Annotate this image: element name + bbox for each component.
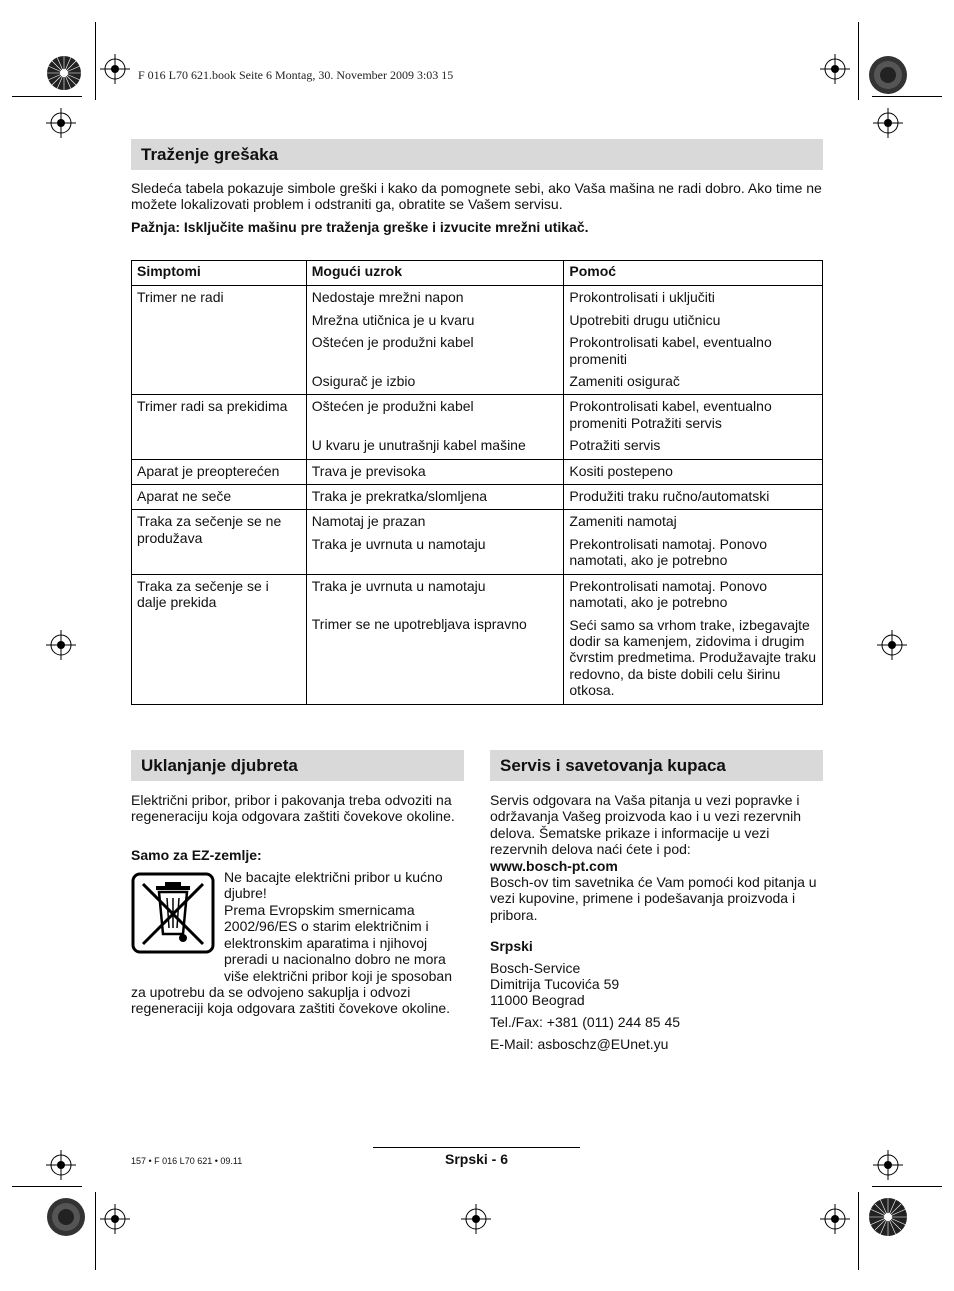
remedy-item: Zameniti namotaj (569, 513, 677, 530)
service-address-1: Bosch-Service (490, 960, 581, 976)
eu-heading: Samo za EZ-zemlje: (131, 847, 262, 863)
crop-line (872, 1186, 942, 1187)
table-row (132, 395, 823, 459)
table-row (132, 286, 823, 395)
eu-text-2: Prema Evropskim smernicama 2002/96/ES o starim električnim i elektronskim aparatima i njihovoj preradi u nacionalno dobro ne mora više električni pribor koji je sposoban za upotrebu da se odvojeno sakuplja i odvozi regeneraciji koja odgovara zaštiti čovekove okoline. (131, 902, 452, 1017)
crosshair-icon (46, 108, 76, 138)
crosshair-icon (461, 1204, 491, 1234)
remedy-item: Prekontrolisati namotaj. Ponovo namotati, ako je potrebno (569, 535, 768, 569)
footer-page-label: Srpski - 6 (444, 1151, 509, 1167)
cause-cell (306, 510, 564, 574)
remedy-item: Potražiti servis (569, 437, 661, 454)
symptom-cell: Traka za sečenje se i dalje prekida (132, 574, 307, 704)
file-info-header: F 016 L70 621.book Seite 6 Montag, 30. November 2009 3:03 15 (138, 68, 454, 82)
crosshair-icon (877, 630, 907, 660)
table-row (132, 459, 823, 484)
remedy-cell (564, 459, 823, 484)
remedy-cell (564, 395, 823, 459)
registration-wheel-icon (868, 1197, 908, 1237)
remedy-cell (564, 574, 823, 704)
eu-text-1: Ne bacajte električni pribor u kućno djubre! (224, 869, 443, 902)
cause-item: Traka je uvrnuta u namotaju (311, 577, 486, 594)
footer-rule (373, 1147, 580, 1148)
cause-item: Oštećen je produžni kabel (311, 398, 474, 415)
crosshair-icon (100, 54, 130, 84)
remedy-item: Upotrebiti drugu utičnicu (569, 311, 721, 328)
cause-item: Namotaj je prazan (311, 513, 426, 530)
remedy-item: Produžiti traku ručno/automatski (569, 488, 770, 505)
remedy-cell (564, 485, 823, 510)
cause-item: Traka je prekratka/slomljena (311, 488, 488, 505)
remedy-cell (564, 510, 823, 574)
service-address-2: Dimitrija Tucovića 59 (490, 976, 620, 992)
service-url[interactable]: www.bosch-pt.com (490, 858, 618, 874)
crop-line (858, 22, 859, 100)
footer-doc-code: 157 • F 016 L70 621 • 09.11 (131, 1156, 243, 1166)
cause-cell (306, 395, 564, 459)
service-country: Srpski (490, 938, 533, 954)
crosshair-icon (820, 54, 850, 84)
fault-table (131, 260, 823, 705)
troubleshooting-intro: Sledeća tabela pokazuje simbole greški i kako da pomognete sebi, ako Vaša mašina ne radi dobro. Ako time ne možete lokalizovati problem i odstraniti ga, obratite se Vašem servisu. (131, 180, 822, 213)
crop-line (12, 96, 82, 97)
service-phone: Tel./Fax: +381 (011) 244 85 45 (490, 1014, 681, 1030)
table-header-row (132, 261, 823, 286)
remedy-item: Zameniti osigurač (569, 373, 680, 390)
eu-text-2-wrapper (131, 902, 464, 1017)
cause-item: Osigurač je izbio (311, 372, 416, 389)
column-header: Simptomi (132, 261, 307, 286)
symptom-cell: Aparat ne seče (132, 485, 307, 510)
crop-line (858, 1192, 859, 1270)
crop-line (95, 1192, 96, 1270)
disposal-text: Električni pribor, pribor i pakovanja treba odvoziti na regeneraciju koja odgovara zaštiti čovekove okoline. (131, 792, 455, 825)
cause-item: Mrežna utičnica je u kvaru (311, 311, 475, 328)
remedy-item: Prekontrolisati namotaj. Ponovo namotati, ako je potrebno (569, 577, 768, 611)
registration-dot-icon (46, 1197, 86, 1237)
registration-wheel-icon (46, 55, 82, 91)
column-header: Mogući uzrok (306, 261, 564, 286)
remedy-item: Prokontrolisati i uključiti (569, 289, 715, 306)
float-spacer (131, 902, 224, 968)
cause-item: Nedostaje mrežni napon (311, 289, 464, 306)
crop-line (95, 22, 96, 100)
cause-cell (306, 485, 564, 510)
symptom-cell: Trimer ne radi (132, 286, 307, 395)
remedy-item: Kositi postepeno (569, 462, 673, 479)
symptom-cell: Traka za sečenje se ne produžava (132, 510, 307, 574)
table-row (132, 574, 823, 704)
crosshair-icon (46, 630, 76, 660)
symptom-cell: Trimer radi sa prekidima (132, 395, 307, 459)
symptom-cell: Aparat je preopterećen (132, 459, 307, 484)
remedy-item: Prokontrolisati kabel, eventualno promeniti Potražiti servis (569, 398, 772, 431)
service-text-2: Bosch-ov tim savetnika će Vam pomoći kod pitanja u vezi kupovine, primene i podešavanja proizvoda i pribora. (490, 874, 817, 923)
cause-cell (306, 459, 564, 484)
crop-line (12, 1186, 82, 1187)
remedy-item: Prokontrolisati kabel, eventualno promeniti (569, 334, 772, 367)
troubleshooting-warning: Pažnja: Isključite mašinu pre traženja greške i izvucite mrežni utikač. (131, 219, 589, 235)
cause-item: Trava je previsoka (311, 462, 426, 479)
service-heading: Servis i savetovanja kupaca (490, 750, 823, 781)
table-row (132, 510, 823, 574)
remedy-item: Seći samo sa vrhom trake, izbegavajte dodir sa kamenjem, zidovima i drugim čvrstim predmetima. Produžavajte traku redovno, da biste dobili celu širinu otkosa. (569, 616, 817, 699)
disposal-heading: Uklanjanje djubreta (131, 750, 464, 781)
registration-dot-icon (868, 55, 908, 95)
service-text-1: Servis odgovara na Vaša pitanja u vezi popravke i održavanja Vašeg proizvoda kao i u vezi rezervnih delova. Šematske prikaze i informacije u vezi rezervnih delova naći ćete i pod: (490, 792, 802, 858)
crosshair-icon (873, 1150, 903, 1180)
crop-line (872, 96, 942, 97)
cause-item: U kvaru je unutrašnji kabel mašine (311, 436, 526, 453)
crosshair-icon (820, 1204, 850, 1234)
cause-item: Traka je uvrnuta u namotaju (311, 535, 486, 552)
cause-cell (306, 286, 564, 395)
crosshair-icon (46, 1150, 76, 1180)
cause-item: Oštećen je produžni kabel (311, 334, 474, 351)
table-row (132, 485, 823, 510)
service-address-3: 11000 Beograd (490, 992, 585, 1008)
crosshair-icon (100, 1204, 130, 1234)
column-header: Pomoć (564, 261, 823, 286)
remedy-cell (564, 286, 823, 395)
cause-item: Trimer se ne upotrebljava ispravno (311, 616, 527, 633)
service-email[interactable]: E-Mail: asboschz@EUnet.yu (490, 1036, 669, 1052)
troubleshooting-heading: Traženje grešaka (131, 139, 823, 170)
cause-cell (306, 574, 564, 704)
crosshair-icon (873, 108, 903, 138)
